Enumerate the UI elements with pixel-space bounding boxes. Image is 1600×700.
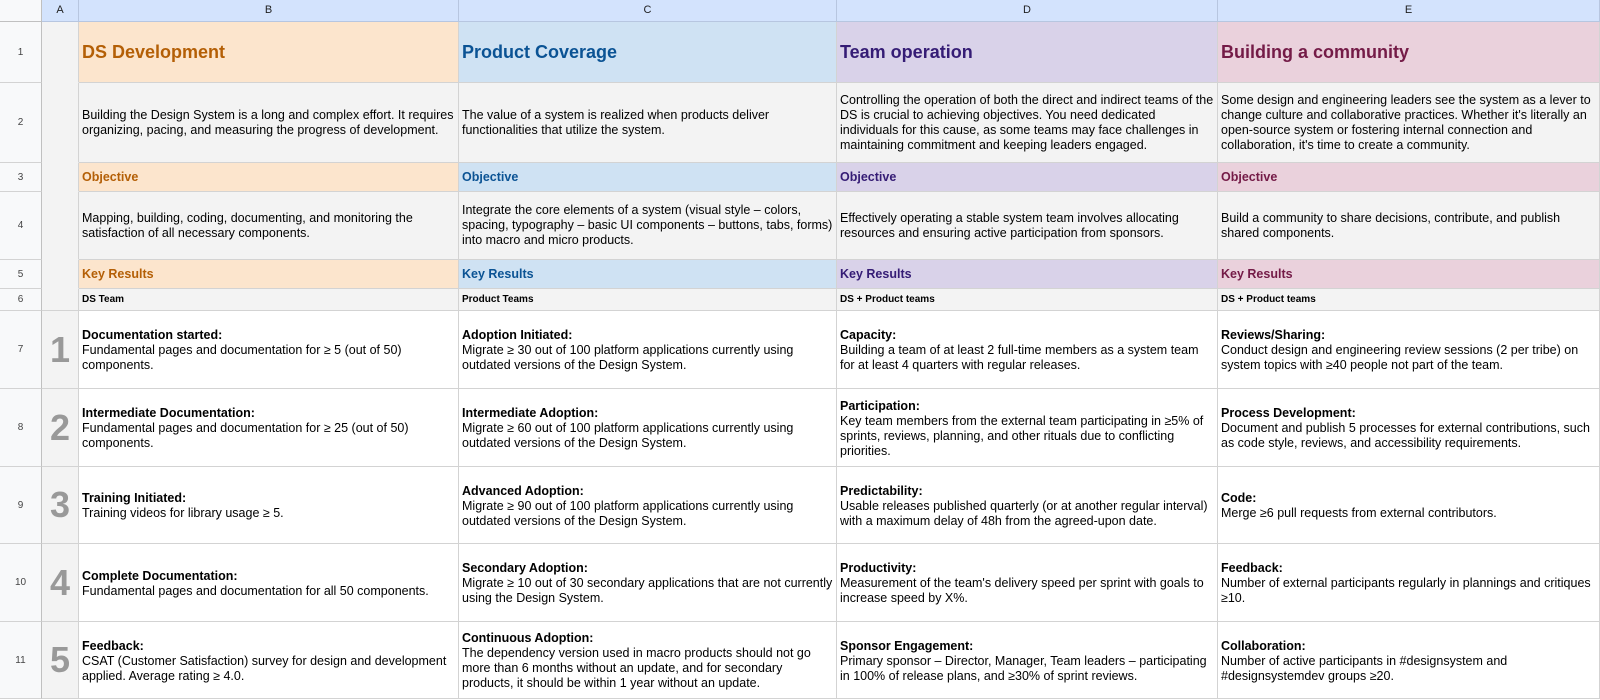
key-result-text: Measurement of the team's delivery speed per sprint with goals to increase speed by X%. [840, 576, 1204, 605]
key-result-text: Number of external participants regularly in plannings and critiques ≥10. [1221, 576, 1591, 605]
key-result-text: Building a team of at least 2 full-time members as a system team for at least 4 quarters with regular releases. [840, 343, 1199, 372]
key-result-text: Usable releases published quarterly (or at another regular interval) with a maximum delay of 48h from the agreed-upon date. [840, 498, 1208, 528]
key-result-text: Merge ≥6 pull requests from external contributors. [1221, 506, 1497, 520]
key-result-number[interactable]: 2 [42, 389, 79, 467]
objective-label[interactable]: Objective [837, 163, 1218, 192]
key-result-cell[interactable] [1218, 389, 1600, 467]
key-result-text: Document and publish 5 processes for external contributions, such as code style, reviews, and accessibility requirements. [1221, 421, 1590, 450]
key-result-cell[interactable] [837, 622, 1218, 699]
row-header[interactable]: 10 [0, 544, 42, 622]
key-result-text: Fundamental pages and documentation for ≥ 25 (out of 50) components. [82, 421, 409, 450]
cell-a6[interactable] [42, 289, 79, 311]
objective-text[interactable]: Integrate the core elements of a system (visual style – colors, spacing, typography – basic UI components – buttons, tabs, forms) into macro and micro products. [459, 192, 837, 260]
key-result-number[interactable]: 4 [42, 544, 79, 622]
cell-a2[interactable] [42, 83, 79, 163]
section-description[interactable]: Some design and engineering leaders see the system as a lever to change culture and collaborative practices. Whether it's literally an open-source system or fostering internal connection and collaboration, it's time to create a community. [1218, 83, 1600, 163]
key-result-text: Training videos for library usage ≥ 5. [82, 506, 284, 520]
key-result-title: Continuous Adoption: [462, 631, 594, 645]
section-title-product-coverage[interactable]: Product Coverage [459, 22, 837, 83]
key-result-text: Migrate ≥ 60 out of 100 platform applications currently using outdated versions of the Design System. [462, 421, 794, 450]
team-label[interactable]: DS + Product teams [837, 289, 1218, 311]
key-result-number[interactable]: 3 [42, 467, 79, 544]
key-result-title: Training Initiated: [82, 491, 187, 505]
key-result-cell[interactable] [459, 622, 837, 699]
key-result-text: Migrate ≥ 90 out of 100 platform applications currently using outdated versions of the Design System. [462, 498, 794, 528]
key-result-cell[interactable] [79, 389, 459, 467]
key-result-title: Documentation started: [82, 328, 223, 342]
objective-text[interactable]: Mapping, building, coding, documenting, and monitoring the satisfaction of all necessary components. [79, 192, 459, 260]
objective-label[interactable]: Objective [1218, 163, 1600, 192]
cell-a1[interactable] [42, 22, 79, 83]
key-result-text: The dependency version used in macro products should not go more than 6 months without an update, and for secondary products, it should be within 1 year without an update. [462, 646, 811, 690]
key-result-text: Migrate ≥ 10 out of 30 secondary applications that are not currently using the Design System. [462, 576, 833, 605]
key-result-cell[interactable] [459, 311, 837, 389]
column-header-d[interactable]: D [837, 0, 1218, 22]
key-result-cell[interactable] [1218, 467, 1600, 544]
key-result-text: Fundamental pages and documentation for ≥ 5 (out of 50) components. [82, 343, 402, 372]
column-header-a[interactable]: A [42, 0, 79, 22]
key-result-cell[interactable] [1218, 544, 1600, 622]
team-label[interactable]: Product Teams [459, 289, 837, 311]
key-results-label[interactable]: Key Results [1218, 260, 1600, 289]
section-description[interactable]: Controlling the operation of both the direct and indirect teams of the DS is crucial to achieving objectives. You need dedicated individuals for this cause, as some teams may face challenges in maintaining commitment and keeping leaders engaged. [837, 83, 1218, 163]
key-result-cell[interactable] [459, 467, 837, 544]
key-result-cell[interactable] [459, 389, 837, 467]
key-result-cell[interactable] [837, 389, 1218, 467]
key-results-label[interactable]: Key Results [459, 260, 837, 289]
objective-label[interactable]: Objective [459, 163, 837, 192]
objective-text[interactable]: Effectively operating a stable system team involves allocating resources and ensuring active participation from sponsors. [837, 192, 1218, 260]
key-result-cell[interactable] [837, 544, 1218, 622]
row-header[interactable]: 11 [0, 622, 42, 699]
key-result-cell[interactable] [79, 544, 459, 622]
key-result-text: CSAT (Customer Satisfaction) survey for design and development applied. Average rating ≥ 4.0. [82, 653, 447, 683]
row-header[interactable]: 6 [0, 289, 42, 311]
key-result-title: Reviews/Sharing: [1221, 328, 1326, 342]
key-result-title: Intermediate Adoption: [462, 406, 599, 420]
section-title-team-operation[interactable]: Team operation [837, 22, 1218, 83]
team-label[interactable]: DS + Product teams [1218, 289, 1600, 311]
cell-a5[interactable] [42, 260, 79, 289]
key-result-cell[interactable] [837, 467, 1218, 544]
column-header-c[interactable]: C [459, 0, 837, 22]
row-header[interactable]: 8 [0, 389, 42, 467]
key-result-title: Capacity: [840, 328, 897, 342]
key-result-title: Process Development: [1221, 406, 1356, 420]
key-result-cell[interactable] [459, 544, 837, 622]
key-result-number[interactable]: 5 [42, 622, 79, 699]
row-header[interactable]: 3 [0, 163, 42, 192]
key-result-cell[interactable] [1218, 622, 1600, 699]
key-result-title: Collaboration: [1221, 638, 1306, 653]
key-result-text: Conduct design and engineering review sessions (2 per tribe) on system topics with ≥40 people not part of the team. [1221, 343, 1579, 372]
key-result-title: Feedback: [1221, 561, 1283, 575]
key-result-text: Primary sponsor – Director, Manager, Team leaders – participating in 100% of release plans, and ≥30% of sprint reviews. [840, 653, 1207, 683]
key-result-cell[interactable] [79, 311, 459, 389]
key-result-text: Number of active participants in #designsystem and #designsystemdev groups ≥20. [1221, 653, 1508, 683]
key-result-number[interactable]: 1 [42, 311, 79, 389]
column-header-e[interactable]: E [1218, 0, 1600, 22]
key-result-title: Productivity: [840, 561, 917, 575]
team-label[interactable]: DS Team [79, 289, 459, 311]
section-description[interactable]: The value of a system is realized when products deliver functionalities that utilize the system. [459, 83, 837, 163]
key-results-label[interactable]: Key Results [79, 260, 459, 289]
key-result-title: Feedback: [82, 638, 144, 653]
key-result-title: Code: [1221, 491, 1257, 505]
row-header[interactable]: 9 [0, 467, 42, 544]
section-description[interactable]: Building the Design System is a long and complex effort. It requires organizing, pacing, and measuring the progress of development. [79, 83, 459, 163]
key-result-cell[interactable] [79, 467, 459, 544]
key-results-label[interactable]: Key Results [837, 260, 1218, 289]
row-header[interactable]: 7 [0, 311, 42, 389]
objective-label[interactable]: Objective [79, 163, 459, 192]
key-result-title: Participation: [840, 398, 920, 413]
key-result-title: Predictability: [840, 483, 923, 498]
key-result-cell[interactable] [1218, 311, 1600, 389]
key-result-text: Migrate ≥ 30 out of 100 platform applications currently using outdated versions of the Design System. [462, 343, 794, 372]
select-all-corner[interactable] [0, 0, 42, 22]
cell-a4[interactable] [42, 192, 79, 260]
key-result-title: Advanced Adoption: [462, 483, 584, 498]
key-result-title: Intermediate Documentation: [82, 406, 255, 420]
cell-a3[interactable] [42, 163, 79, 192]
key-result-title: Secondary Adoption: [462, 561, 588, 575]
column-header-b[interactable]: B [79, 0, 459, 22]
row-header[interactable]: 2 [0, 83, 42, 163]
key-result-cell[interactable] [837, 311, 1218, 389]
key-result-cell[interactable] [79, 622, 459, 699]
row-header[interactable]: 5 [0, 260, 42, 289]
row-header[interactable]: 4 [0, 192, 42, 260]
objective-text[interactable]: Build a community to share decisions, contribute, and publish shared components. [1218, 192, 1600, 260]
key-result-title: Sponsor Engagement: [840, 638, 974, 653]
key-result-text: Fundamental pages and documentation for all 50 components. [82, 583, 429, 598]
key-result-title: Complete Documentation: [82, 568, 238, 583]
key-result-title: Adoption Initiated: [462, 328, 573, 342]
section-title-ds-development[interactable]: DS Development [79, 22, 459, 83]
row-header[interactable]: 1 [0, 22, 42, 83]
key-result-text: Key team members from the external team participating in ≥5% of sprints, reviews, planning, and other rituals due to conflicting priorities. [840, 413, 1204, 458]
section-title-building-community[interactable]: Building a community [1218, 22, 1600, 83]
